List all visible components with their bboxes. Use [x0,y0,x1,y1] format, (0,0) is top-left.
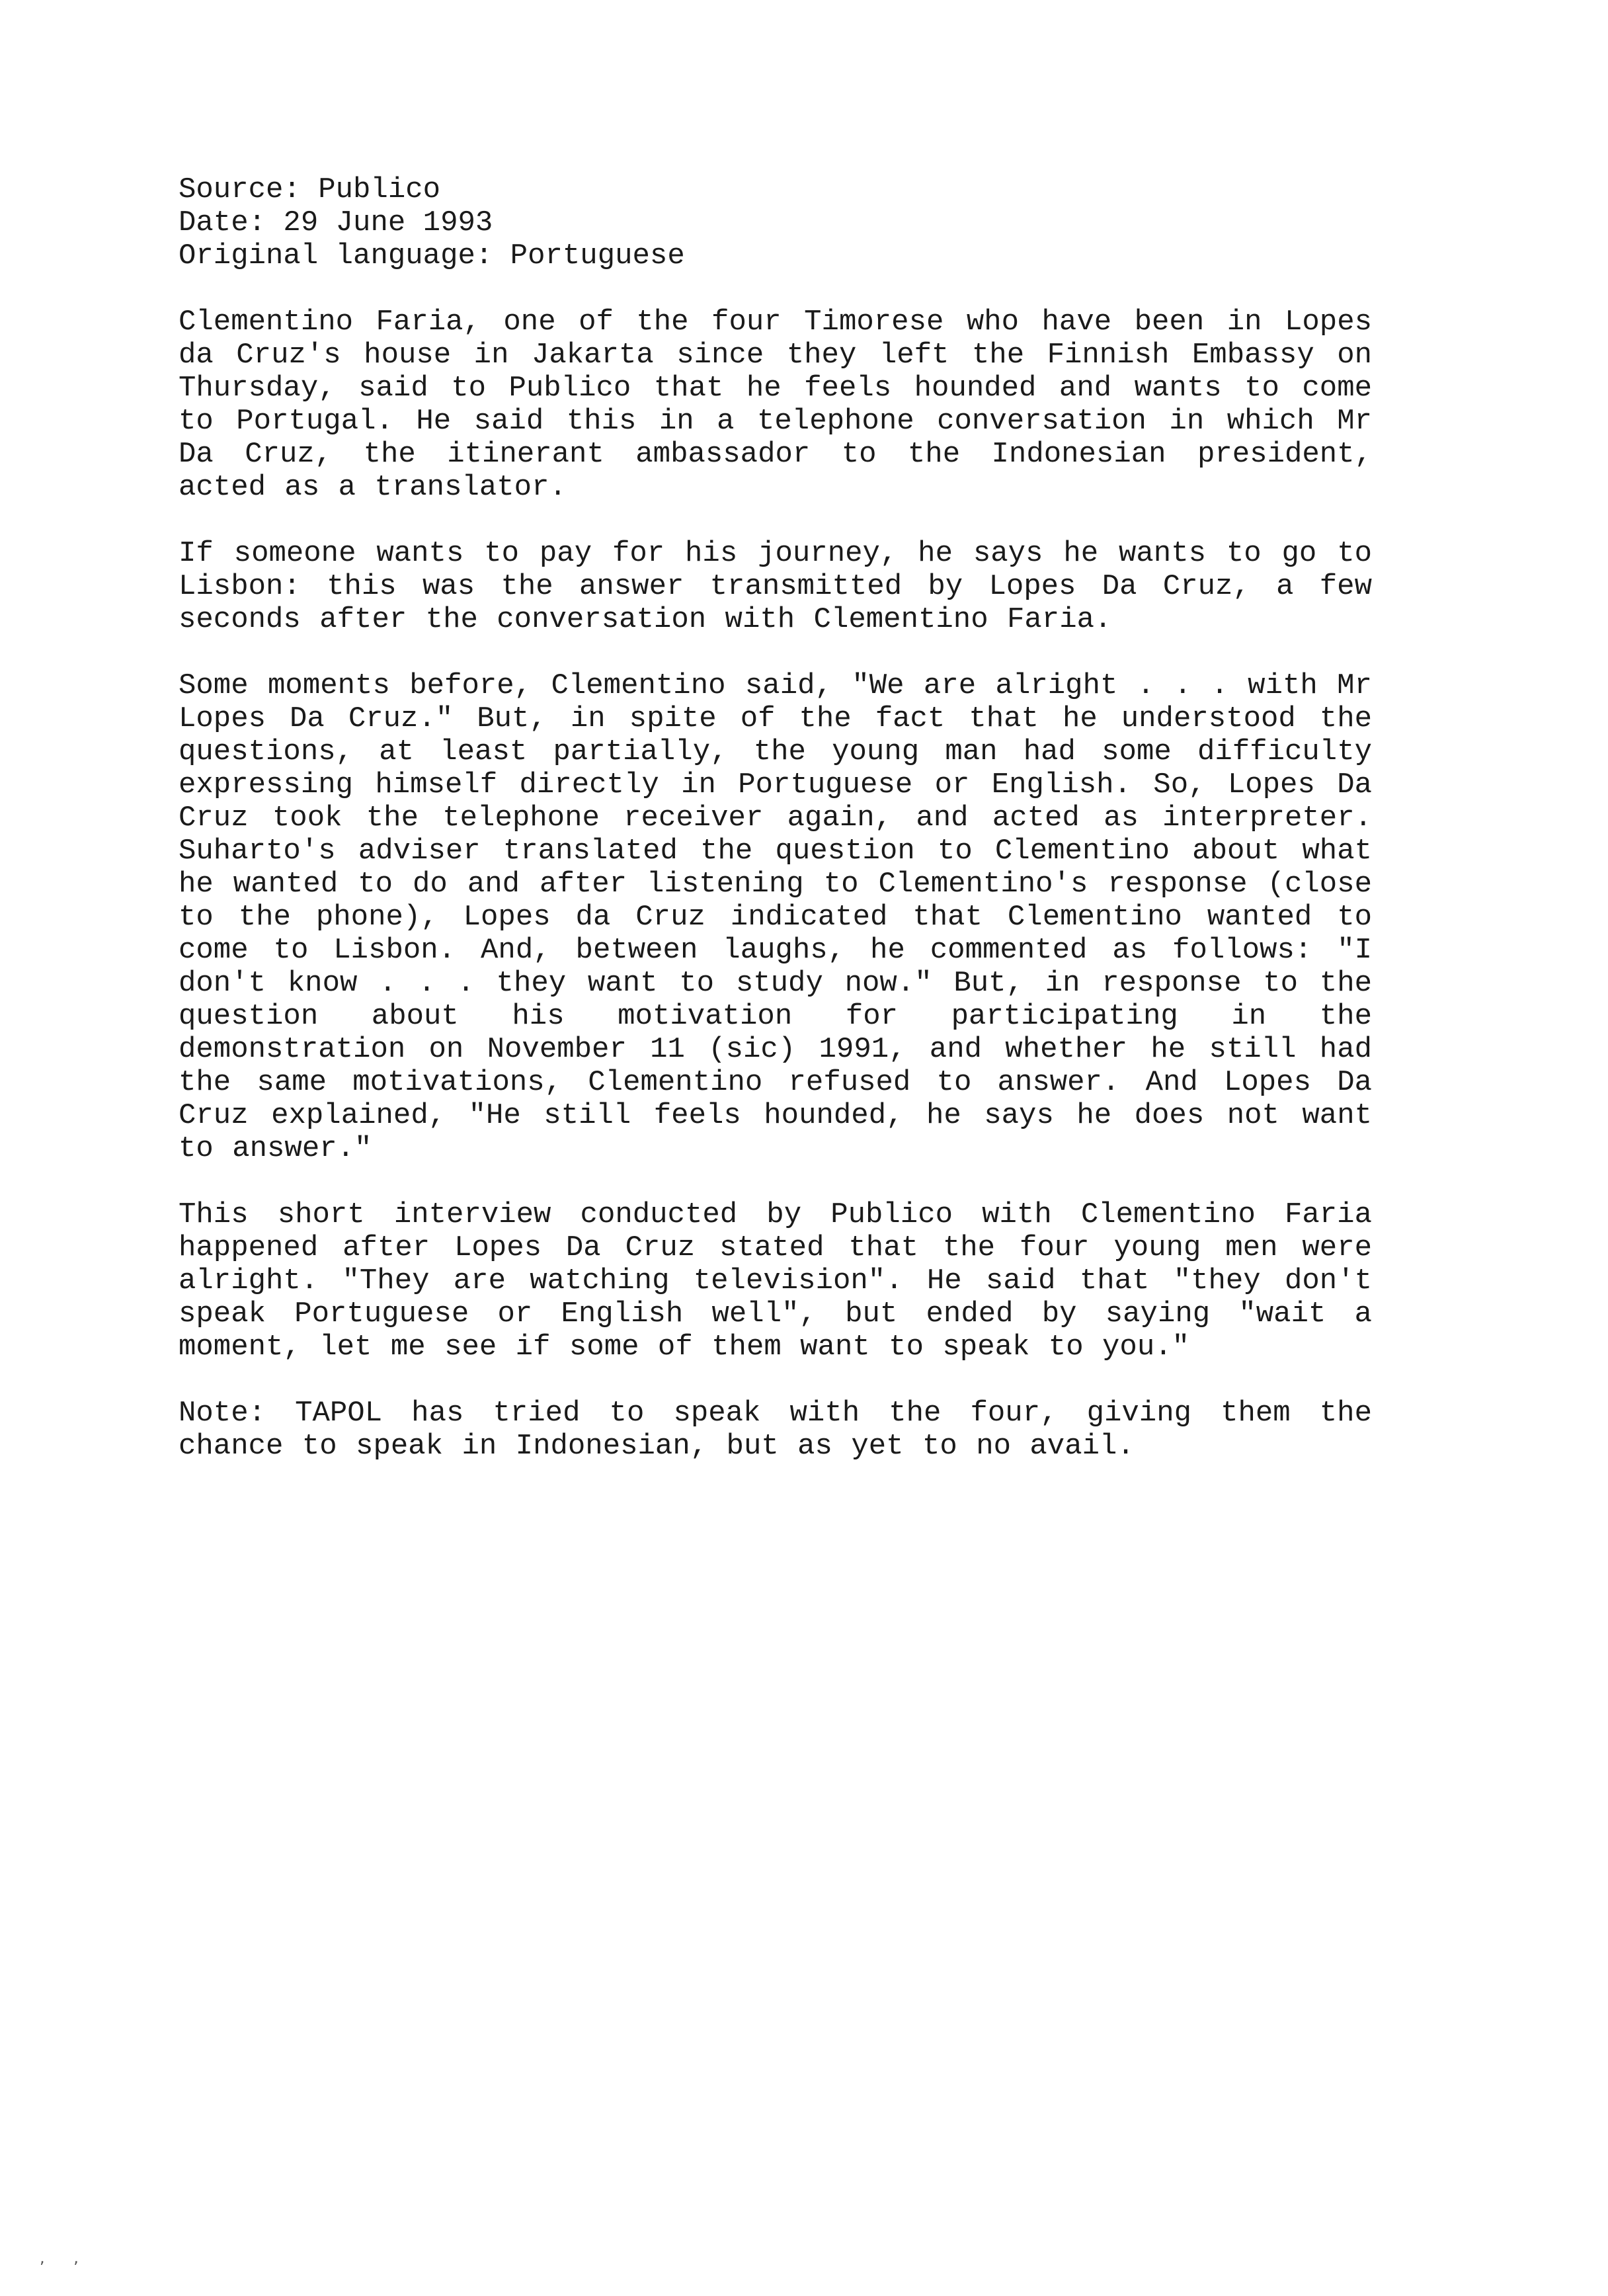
paragraph-2: If someone wants to pay for his journey, he says he wants to go to Lisbon: this was the answer transmitted by Lopes Da Cruz, a few seconds after the conversation with Clementino Faria. [179,537,1372,636]
language-line: Original language: Portuguese [179,239,685,272]
note-paragraph: Note: TAPOL has tried to speak with the four, giving them the chance to speak in Indonesian, but as yet to no avail. [179,1397,1372,1463]
scan-mark: , , [40,2248,91,2267]
document-header [179,173,1372,272]
document-body [179,173,1372,1496]
paragraph-3: Some moments before, Clementino said, "We are alright . . . with Mr Lopes Da Cruz." But, in spite of the fact that he understood the questions, at least partially, the young man had some difficulty expressing himself directly in Portuguese or English. So, Lopes Da Cruz took the telephone receiver again, and acted as interpreter. Suharto's adviser translated the question to Clementino about what he wanted to do and after listening to Clementino's response (close to the phone), Lopes da Cruz indicated that Clementino wanted to come to Lisbon. And, between laughs, he commented as follows: "I don't know . . . they want to study now." But, in response to the question about his motivation for participating in the demonstration on November 11 (sic) 1991, and whether he still had the same motivations, Clementino refused to answer. And Lopes Da Cruz explained, "He still feels hounded, he says he does not want to answer." [179,669,1372,1165]
source-line: Source: Publico [179,173,441,206]
paragraph-1: Clementino Faria, one of the four Timorese who have been in Lopes da Cruz's house in Jakarta since they left the Finnish Embassy on Thursday, said to Publico that he feels hounded and wants to come to Portugal. He said this in a telephone conversation in which Mr Da Cruz, the itinerant ambassador to the Indonesian president, acted as a translator. [179,306,1372,504]
paragraph-4: This short interview conducted by Publico with Clementino Faria happened after Lopes Da Cruz stated that the four young men were alright. "They are watching television". He said that "they don't speak Portuguese or English well", but ended by saying "wait a moment, let me see if some of them want to speak to you." [179,1198,1372,1364]
date-line: Date: 29 June 1993 [179,206,493,239]
